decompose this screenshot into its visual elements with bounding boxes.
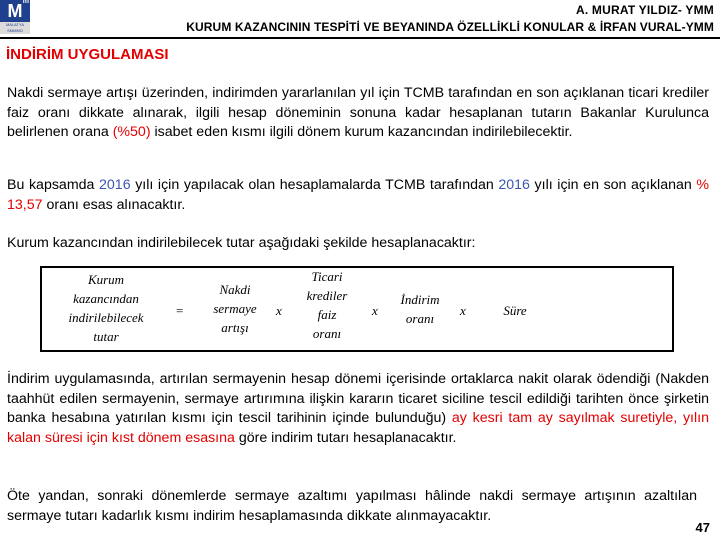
smmmo-logo — [0, 0, 30, 34]
formula-line: İndirim — [400, 292, 440, 307]
header-divider — [0, 37, 720, 39]
formula-line: oranı — [312, 326, 342, 341]
p2-year-2: 2016 — [498, 177, 530, 193]
page-number: 47 — [695, 520, 710, 535]
paragraph-3: Kurum kazancından indirilebilecek tutar aşağıdaki şekilde hesaplanacaktır: — [7, 235, 476, 251]
formula-deduction-rate — [388, 290, 452, 328]
formula-line: faiz — [317, 307, 337, 322]
formula-line: krediler — [306, 288, 348, 303]
p2-text-d: oranı esas alınacaktır. — [42, 196, 186, 213]
formula-line: sermaye — [213, 301, 257, 316]
formula-equals: = — [176, 303, 184, 318]
logo-caption: MALATYA SMMMO — [0, 22, 30, 34]
logo-mark — [0, 0, 30, 22]
p4-text-b: göre indirim tutarı hesaplanacaktır. — [234, 429, 457, 446]
p2-year-1: 2016 — [99, 177, 131, 193]
formula-line: tutar — [93, 329, 119, 344]
formula-line: Kurum — [87, 272, 125, 287]
formula-duration: Süre — [503, 303, 527, 318]
formula-times: x — [276, 303, 282, 318]
logo-sup: m — [22, 0, 29, 5]
paragraph-2 — [7, 176, 709, 215]
paragraph-4 — [7, 370, 709, 448]
formula-line: indirilebilecek — [68, 310, 144, 325]
p4-highlight: ay kesri tam ay sayılmak suretiyle, yılın kalan süresi için kıst dönem esasına — [7, 410, 709, 446]
p1-rate-highlight: (%50) — [112, 124, 151, 140]
formula-line: kazancından — [73, 291, 139, 306]
paragraph-5: Öte yandan, sonraki dönemlerde sermaye azaltımı yapılması hâlinde nakdi sermaye artışının azaltılan sermaye tutarı kadarlık kısmı indirim hesaplamasında dikkate alınmayacaktır. — [7, 488, 697, 524]
p2-text-c: yılı için en son açıklanan — [529, 177, 697, 193]
p1-text-b: isabet eden kısmı ilgili dönem kurum kazancından indirilebilecektir. — [150, 124, 573, 140]
p2-rate: % 13,57 — [7, 177, 710, 213]
p1-text-a: Nakdi sermaye artışı üzerinden, indirimden yararlanılan yıl için TCMB tarafından en son açıklanan ticari krediler faiz oranı dikkate alınarak, ilgili hesap döneminin sonuna kadar hesaplanan tutarın Bakanlar Kurulunca belirlenen orana — [7, 85, 709, 140]
paragraph-1 — [7, 84, 709, 143]
header-subtitle: KURUM KAZANCININ TESPİTİ VE BEYANINDA ÖZELLİKLİ KONULAR & İRFAN VURAL-YMM — [186, 20, 714, 34]
formula-times: x — [372, 303, 378, 318]
p2-text-a: Bu kapsamda — [7, 177, 100, 193]
formula-commercial-loan-rate — [292, 267, 362, 343]
page-title: İNDİRİM UYGULAMASI — [6, 46, 169, 63]
formula-box — [40, 266, 674, 352]
formula-cash-capital-increase — [198, 280, 272, 337]
formula-line: Nakdi — [219, 282, 251, 297]
formula-line: oranı — [405, 311, 435, 326]
header-author: A. MURAT YILDIZ- YMM — [576, 3, 714, 17]
p2-text-b: yılı için yapılacak olan hesaplamalarda TCMB tarafından — [130, 177, 499, 193]
p4-text-a: İndirim uygulamasında, artırılan sermayenin hesap dönemi içerisinde ortaklarca nakit olarak ödendiği (Nakden taahhüt edilen sermayenin, sermaye artırımına ilişkin kararın ticaret siciline tescil edildiği tarihten önce şirketin banka hesabına yatırılan kısmı için tescil tarihinin içinde bulunduğu) — [7, 371, 709, 426]
formula-line: Ticari — [311, 269, 343, 284]
formula-line: artışı — [221, 320, 249, 335]
formula-deductible-amount — [58, 270, 154, 346]
logo-letter: M — [7, 1, 23, 21]
formula-times: x — [460, 303, 466, 318]
